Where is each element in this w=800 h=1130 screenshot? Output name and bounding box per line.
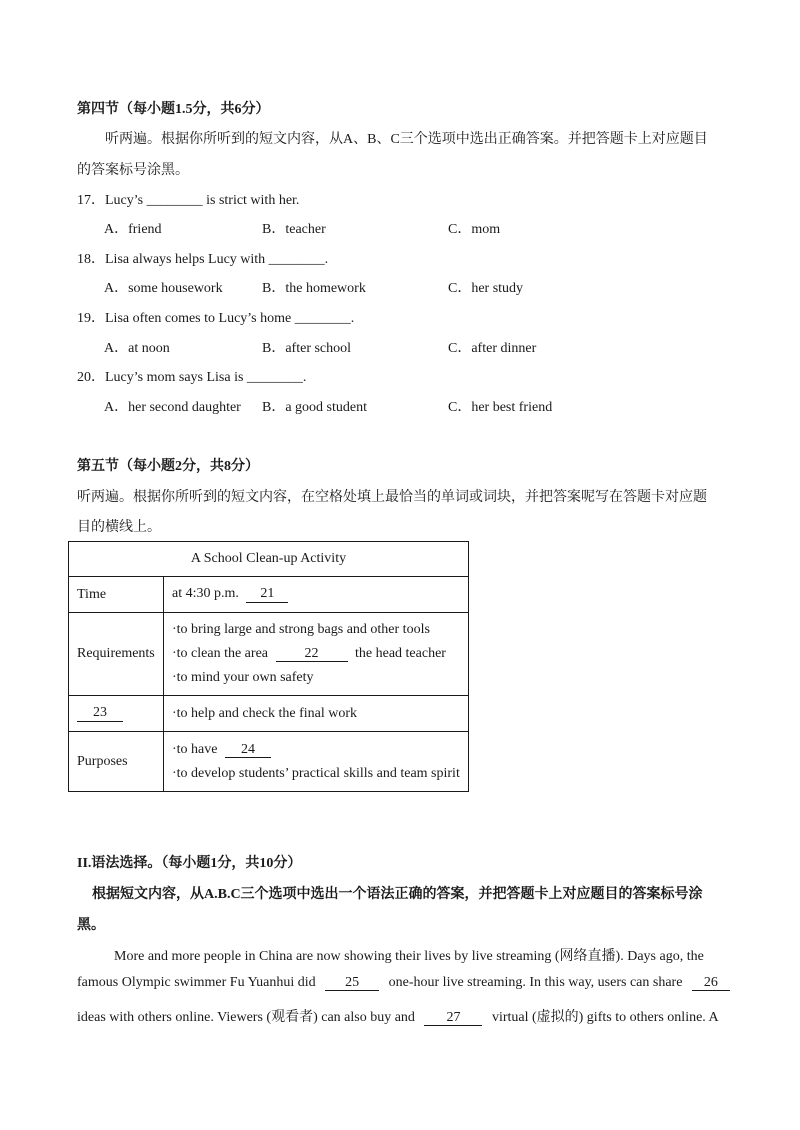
question-20-stem: 20．Lucy’s mom says Lisa is ________. <box>77 370 307 385</box>
requirement-2 <box>172 642 460 666</box>
question-20-option-a: A．her second daughter <box>104 400 241 415</box>
requirements-label: Requirements <box>69 613 164 696</box>
question-18-stem: 18．Lisa always helps Lucy with ________. <box>77 252 329 267</box>
blank-25: 25 <box>325 975 379 991</box>
requirement-2-pre: ·to clean the area <box>172 646 268 661</box>
purpose-2: ·to develop students’ practical skills and team spirit <box>172 765 460 781</box>
passage-line3 <box>77 1006 719 1026</box>
section4-instruction-line1: 听两遍。根据你所听到的短文内容，从A、B、C三个选项中选出正确答案。并把答题卡上对应题目 <box>105 132 708 147</box>
question-18-option-c: C．her study <box>448 281 524 296</box>
grammar-instruction-line1: 根据短文内容，从A.B.C三个选项中选出一个语法正确的答案，并把答题卡上对应题目的答案标号涂 <box>92 887 703 902</box>
question-19-option-a: A．at noon <box>104 341 170 356</box>
requirement-2-post: the head teacher <box>355 646 446 661</box>
grammar-heading: II.语法选择。（每小题1分，共10分） <box>77 856 302 871</box>
question-17-option-a: A．friend <box>104 222 162 237</box>
purpose-1-pre: ·to have <box>172 741 218 757</box>
blank-23: 23 <box>77 705 123 721</box>
requirements-value <box>164 613 469 696</box>
time-text: at 4:30 p.m. <box>172 586 239 602</box>
grammar-instruction-line2: 黑。 <box>77 918 105 933</box>
question-18-option-a: A．some housework <box>104 281 223 296</box>
question-17-option-b: B．teacher <box>262 222 326 237</box>
passage-line2-mid: one-hour live streaming. In this way, users can share <box>388 975 683 990</box>
question-17-option-c: C．mom <box>448 222 501 237</box>
blank-26: 26 <box>692 975 730 991</box>
question-18-option-b: B．the homework <box>262 281 366 296</box>
table-title: A School Clean-up Activity <box>69 542 469 577</box>
section4-instruction-line2: 的答案标号涂黑。 <box>77 163 189 178</box>
section4-heading: 第四节（每小题1.5分，共6分） <box>77 102 270 117</box>
section5-instruction-line1: 听两遍。根据你所听到的短文内容，在空格处填上最恰当的单词或词块，并把答案呢写在答题卡对应题 <box>77 490 707 505</box>
passage-line3-pre: ideas with others online. Viewers (观看者) can also buy and <box>77 1010 415 1025</box>
question-20-option-c: C．her best friend <box>448 400 553 415</box>
passage-line2 <box>77 975 730 991</box>
blank-21: 21 <box>246 586 288 602</box>
question-20-option-b: B．a good student <box>262 400 367 415</box>
requirement-1: ·to bring large and strong bags and other tools <box>172 622 430 637</box>
blank-22: 22 <box>276 646 348 662</box>
passage-line2-pre: famous Olympic swimmer Fu Yuanhui did <box>77 975 316 990</box>
question-19-stem: 19．Lisa often comes to Lucy’s home ________. <box>77 311 355 326</box>
passage-line1: More and more people in China are now showing their lives by live streaming (网络直播). Days ago, the <box>114 949 704 964</box>
blank-27: 27 <box>424 1010 482 1026</box>
time-label: Time <box>69 577 164 613</box>
question-19-option-b: B．after school <box>262 341 352 356</box>
purposes-label: Purposes <box>69 732 164 792</box>
requirement-3: ·to mind your own safety <box>172 670 314 685</box>
blank-24: 24 <box>225 742 271 758</box>
purpose-1 <box>172 738 460 762</box>
section5-heading: 第五节（每小题2分，共8分） <box>77 459 259 474</box>
question-19-option-c: C．after dinner <box>448 341 537 356</box>
activity-table <box>68 541 469 792</box>
purposes-value <box>164 732 469 792</box>
passage-line3-post: virtual (虚拟的) gifts to others online. A <box>491 1010 719 1025</box>
question-17-stem: 17．Lucy’s ________ is strict with her. <box>77 193 300 208</box>
time-value <box>164 577 469 613</box>
row4-value: ·to help and check the final work <box>164 696 469 732</box>
section5-instruction-line2: 目的横线上。 <box>77 520 161 535</box>
row4-label <box>69 696 164 732</box>
